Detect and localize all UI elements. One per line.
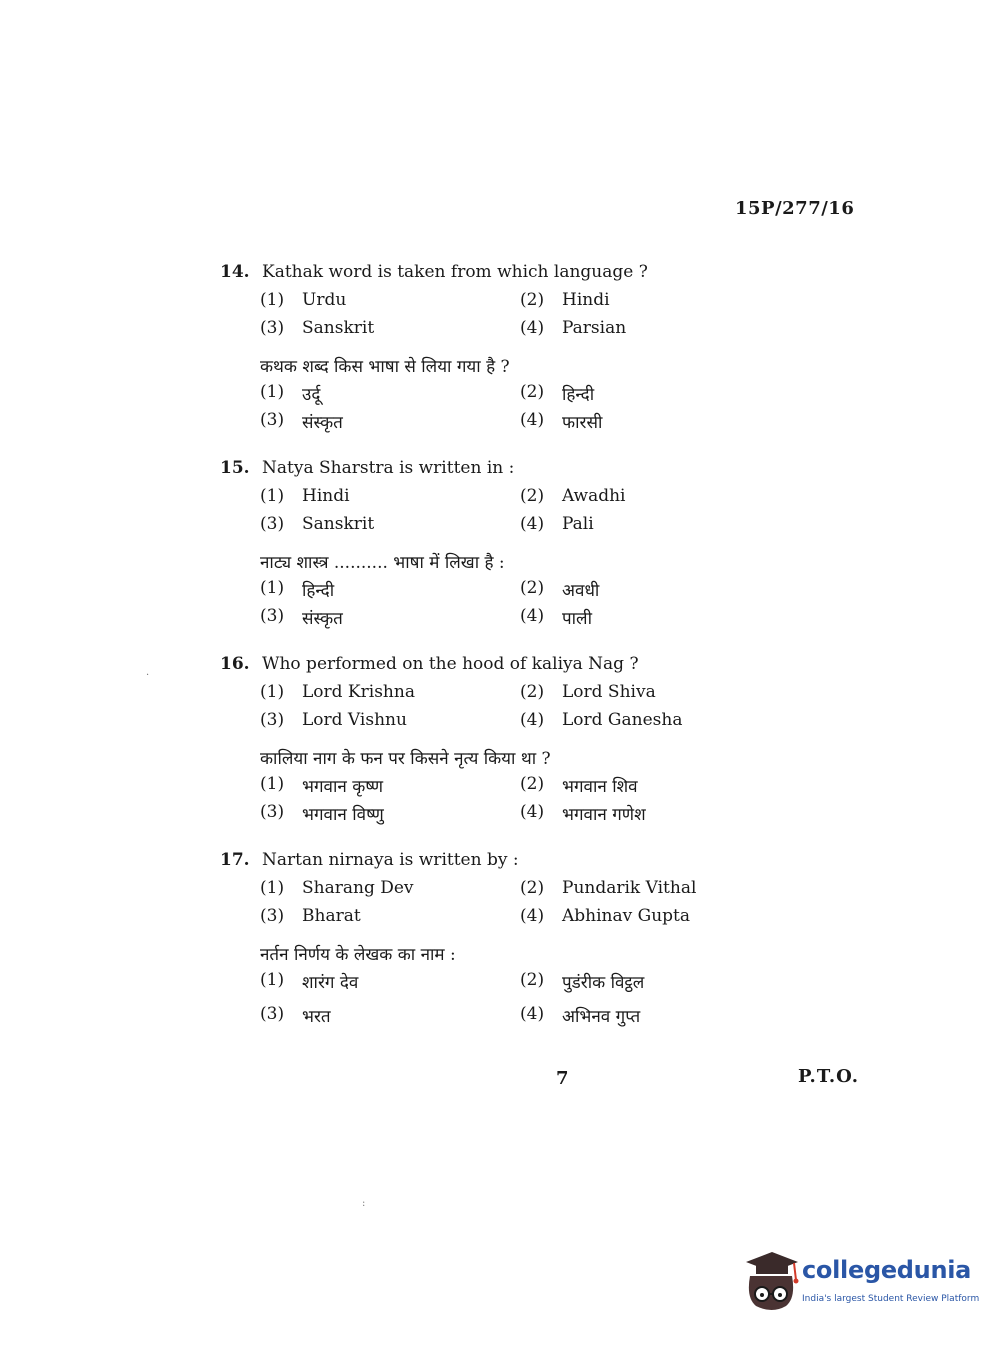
option: (1) Urdu <box>260 290 347 310</box>
brand-tagline: India's largest Student Review Platform <box>802 1294 980 1304</box>
option: (4) भगवान गणेश <box>520 802 646 825</box>
question-text-hindi: कालिया नाग के फन पर किसने नृत्य किया था ? <box>260 749 551 769</box>
question-text-english: Nartan nirnaya is written by : <box>262 850 519 870</box>
question-text-hindi: नर्तन निर्णय के लेखक का नाम : <box>260 945 456 965</box>
pto-label: P.T.O. <box>798 1066 860 1087</box>
hindi-options <box>260 774 780 830</box>
option: (4) Abhinav Gupta <box>520 906 691 926</box>
option: (4) फारसी <box>520 410 603 433</box>
question-number: 16. <box>220 654 250 674</box>
option: (3) भरत <box>260 1004 331 1027</box>
option: (1) भगवान कृष्ण <box>260 774 384 797</box>
hindi-options <box>260 970 780 1032</box>
option: (2) अवधी <box>520 578 600 601</box>
english-options <box>260 682 780 738</box>
mascot-icon <box>742 1250 800 1312</box>
option: (1) Hindi <box>260 486 350 506</box>
option: (3) Lord Vishnu <box>260 710 407 730</box>
option: (1) हिन्दी <box>260 578 335 601</box>
paper-code: 15P/277/16 <box>735 198 855 219</box>
option: (2) Pundarik Vithal <box>520 878 697 898</box>
question-16 <box>220 654 780 830</box>
option: (1) Sharang Dev <box>260 878 414 898</box>
brand-name: collegedunia <box>802 1256 972 1284</box>
option: (3) संस्कृत <box>260 410 343 433</box>
option: (4) Lord Ganesha <box>520 710 683 730</box>
english-options <box>260 486 780 542</box>
option: (1) उर्दू <box>260 382 321 405</box>
option: (3) Sanskrit <box>260 318 375 338</box>
option: (3) Bharat <box>260 906 361 926</box>
option: (3) भगवान विष्णु <box>260 802 384 825</box>
option: (4) अभिनव गुप्त <box>520 1004 641 1027</box>
option: (4) Pali <box>520 514 594 534</box>
question-15 <box>220 458 780 634</box>
option: (3) संस्कृत <box>260 606 343 629</box>
hindi-options <box>260 382 780 438</box>
question-text-english: Kathak word is taken from which language ? <box>262 262 648 282</box>
question-14 <box>220 262 780 438</box>
option: (2) Hindi <box>520 290 610 310</box>
question-number: 17. <box>220 850 250 870</box>
question-text-hindi: कथक शब्द किस भाषा से लिया गया है ? <box>260 357 510 377</box>
page-number: 7 <box>556 1068 569 1089</box>
option: (4) पाली <box>520 606 592 629</box>
question-text-hindi: नाट्य शास्त्र .......... भाषा में लिखा है : <box>260 553 505 573</box>
scan-speck: · <box>146 670 150 681</box>
brand-watermark <box>742 1250 980 1316</box>
question-17 <box>220 850 780 1032</box>
option: (4) Parsian <box>520 318 627 338</box>
english-options <box>260 878 780 934</box>
hindi-options <box>260 578 780 634</box>
question-number: 14. <box>220 262 250 282</box>
option: (2) भगवान शिव <box>520 774 638 797</box>
question-text-english: Natya Sharstra is written in : <box>262 458 515 478</box>
scan-speck: : <box>362 1198 366 1209</box>
option: (2) Lord Shiva <box>520 682 656 702</box>
option: (3) Sanskrit <box>260 514 375 534</box>
option: (2) पुडंरीक विट्ठल <box>520 970 645 993</box>
option: (2) हिन्दी <box>520 382 595 405</box>
english-options <box>260 290 780 346</box>
option: (1) शारंग देव <box>260 970 359 993</box>
question-number: 15. <box>220 458 250 478</box>
option: (1) Lord Krishna <box>260 682 415 702</box>
option: (2) Awadhi <box>520 486 626 506</box>
question-text-english: Who performed on the hood of kaliya Nag ? <box>262 654 639 674</box>
